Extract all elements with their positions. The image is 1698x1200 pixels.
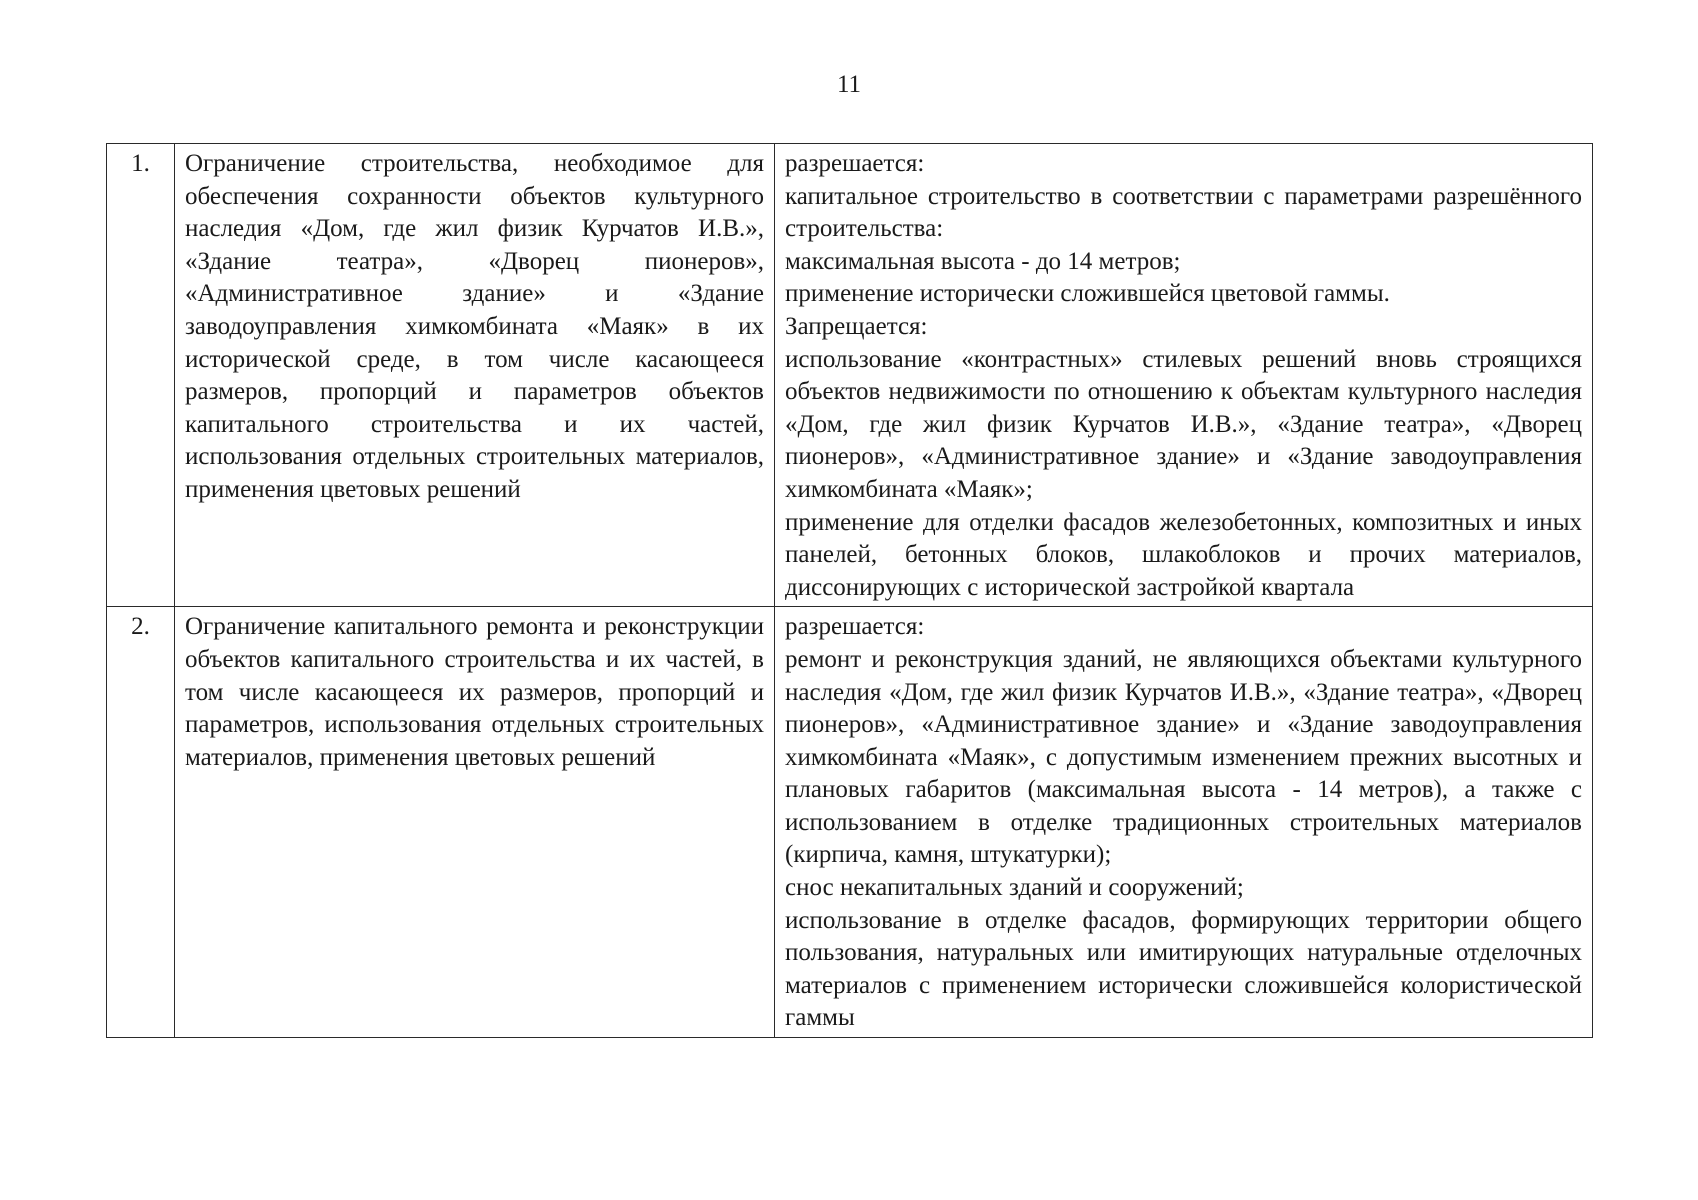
rule-line: применение для отделки фасадов железобетонных, композитных и иных панелей, бетонных блоков, шлакоблоков и прочих материалов, диссонирующих с исторической застройкой квартала xyxy=(785,508,1582,601)
restriction-cell: Ограничение строительства, необходимое для обеспечения сохранности объектов культурного наследия «Дом, где жил физик Курчатов И.В.», «Здание театра», «Дворец пионеров», «Административное здание» и «Здание заводоуправления химкомбината «Маяк» в их исторической среде, в том числе касающееся размеров, пропорций и параметров объектов капитального строительства и их частей, использования отдельных строительных материалов, применения цветовых решений xyxy=(175,144,775,607)
restriction-cell: Ограничение капитального ремонта и реконструкции объектов капитального строительства и их частей, в том числе касающееся их размеров, пропорций и параметров, использования отдельных строительных материалов, применения цветовых решений xyxy=(175,607,775,1038)
row-number: 2. xyxy=(131,613,150,641)
rules-cell xyxy=(775,144,1593,607)
rule-line: ремонт и реконструкция зданий, не являющихся объектами культурного наследия «Дом, где жил физик Курчатов И.В.», «Здание театра», «Дворец пионеров», «Административное здание» и «Здание заводоуправления химкомбината «Маяк», с допустимым изменением прежних высотных и плановых габаритов (максимальная высота - 14 метров), а также с использованием в отделке традиционных строительных материалов (кирпича, камня, штукатурки); xyxy=(785,645,1582,869)
row-number-cell xyxy=(107,144,175,607)
row-number: 1. xyxy=(131,150,150,177)
rule-line: использование «контрастных» стилевых решений вновь строящихся объектов недвижимости по отношению к объектам культурного наследия «Дом, где жил физик Курчатов И.В.», «Здание театра», «Дворец пионеров», «Административное здание» и «Здание заводоуправления химкомбината «Маяк»; xyxy=(785,345,1582,503)
rules-cell xyxy=(775,607,1593,1038)
rule-line: капитальное строительство в соответствии с параметрами разрешённого строительства: xyxy=(785,182,1582,243)
rule-line: разрешается: xyxy=(785,613,925,641)
page-number: 11 xyxy=(836,71,862,98)
row-number-cell xyxy=(107,607,175,1038)
rule-line: разрешается: xyxy=(785,150,925,177)
rule-line: применение исторически сложившейся цветовой гаммы. xyxy=(785,280,1390,308)
rule-line: использование в отделке фасадов, формирующих территории общего пользования, натуральных или имитирующих натуральные отделочных материалов с применением исторически сложившейся колористической гаммы xyxy=(785,906,1582,1032)
rule-line: снос некапитальных зданий и сооружений; xyxy=(785,874,1244,902)
restrictions-table xyxy=(106,143,1593,1038)
rule-line: максимальная высота - до 14 метров; xyxy=(785,247,1181,275)
table-row xyxy=(107,607,1593,1038)
table-row xyxy=(107,144,1593,607)
rule-line: Запрещается: xyxy=(785,312,928,340)
